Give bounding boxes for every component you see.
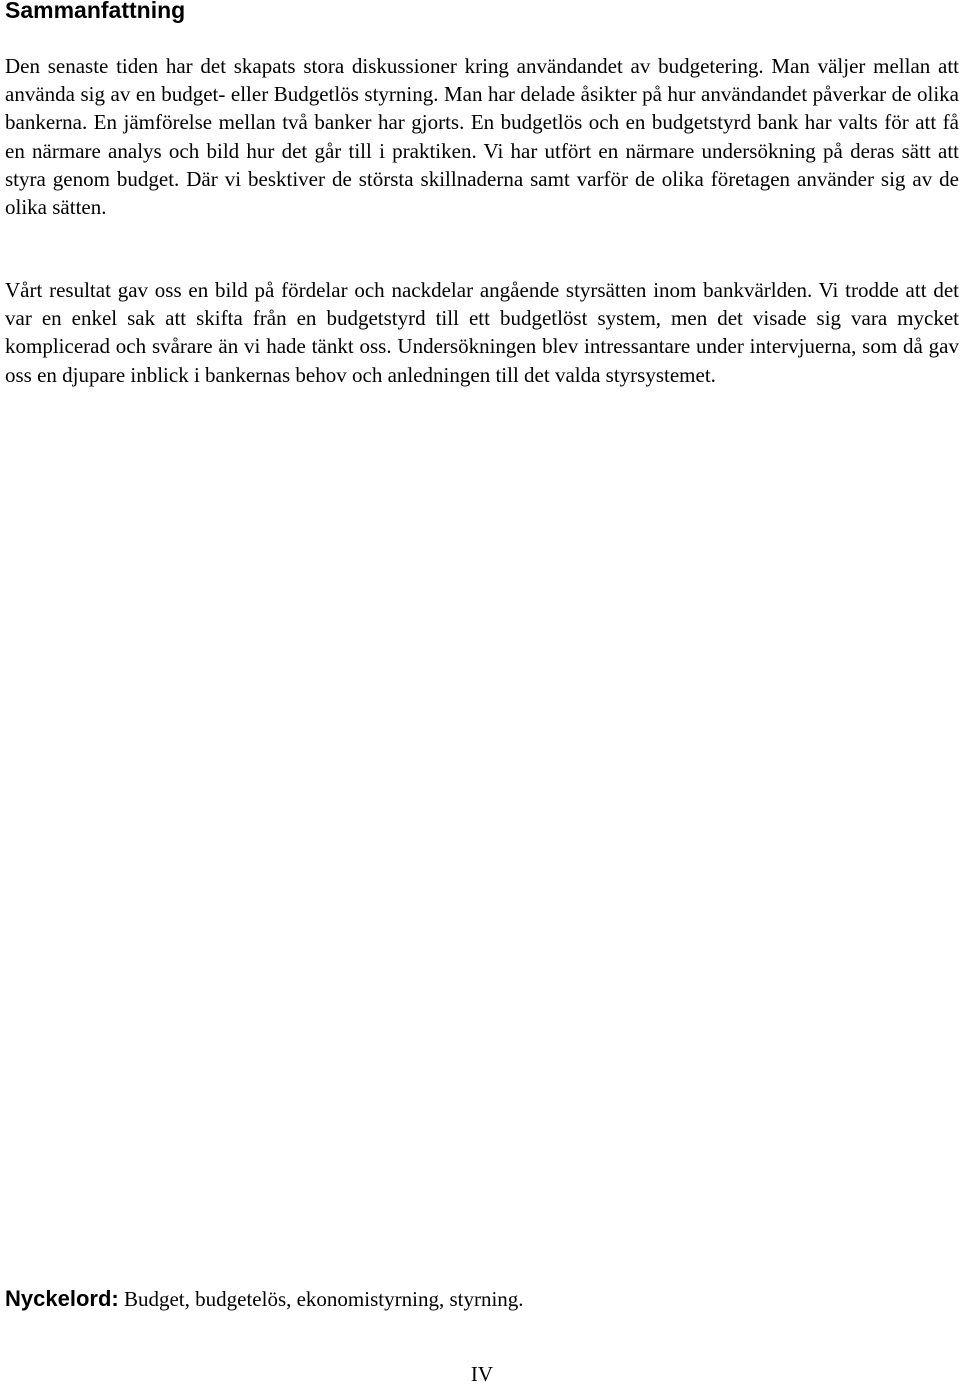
keywords-value: Budget, budgetelös, ekonomistyrning, styrning.: [123, 1287, 524, 1311]
section-heading: Sammanfattning: [5, 0, 186, 23]
keywords-line: [5, 1285, 524, 1313]
page-number: IV: [470, 1362, 494, 1386]
keywords-label: Nyckelord:: [5, 1286, 119, 1311]
summary-paragraph-1: Den senaste tiden har det skapats stora diskussioner kring användandet av budgetering. Man väljer mellan att använda sig av en budget- eller Budgetlös styrning. Man har delade åsikter på hur användandet påverkar de olika bankerna. En jämförelse mellan två banker har gjorts. En budgetlös och en budgetstyrd bank har valts för att få en närmare analys och bild hur det går till i praktiken. Vi har utfört en närmare undersökning på deras sätt att styra genom budget. Där vi besktiver de största skillnaderna samt varför de olika företagen använder sig av de olika sätten.: [5, 54, 959, 220]
summary-paragraph-2: Vårt resultat gav oss en bild på fördelar och nackdelar angående styrsätten inom bankvärlden. Vi trodde att det var en enkel sak att skifta från en budgetstyrd till ett budgetlöst system, men det visade sig vara mycket komplicerad och svårare än vi hade tänkt oss. Undersökningen blev intressantare under intervjuerna, som då gav oss en djupare inblick i bankernas behov och anledningen till det valda styrsystemet.: [5, 278, 959, 387]
